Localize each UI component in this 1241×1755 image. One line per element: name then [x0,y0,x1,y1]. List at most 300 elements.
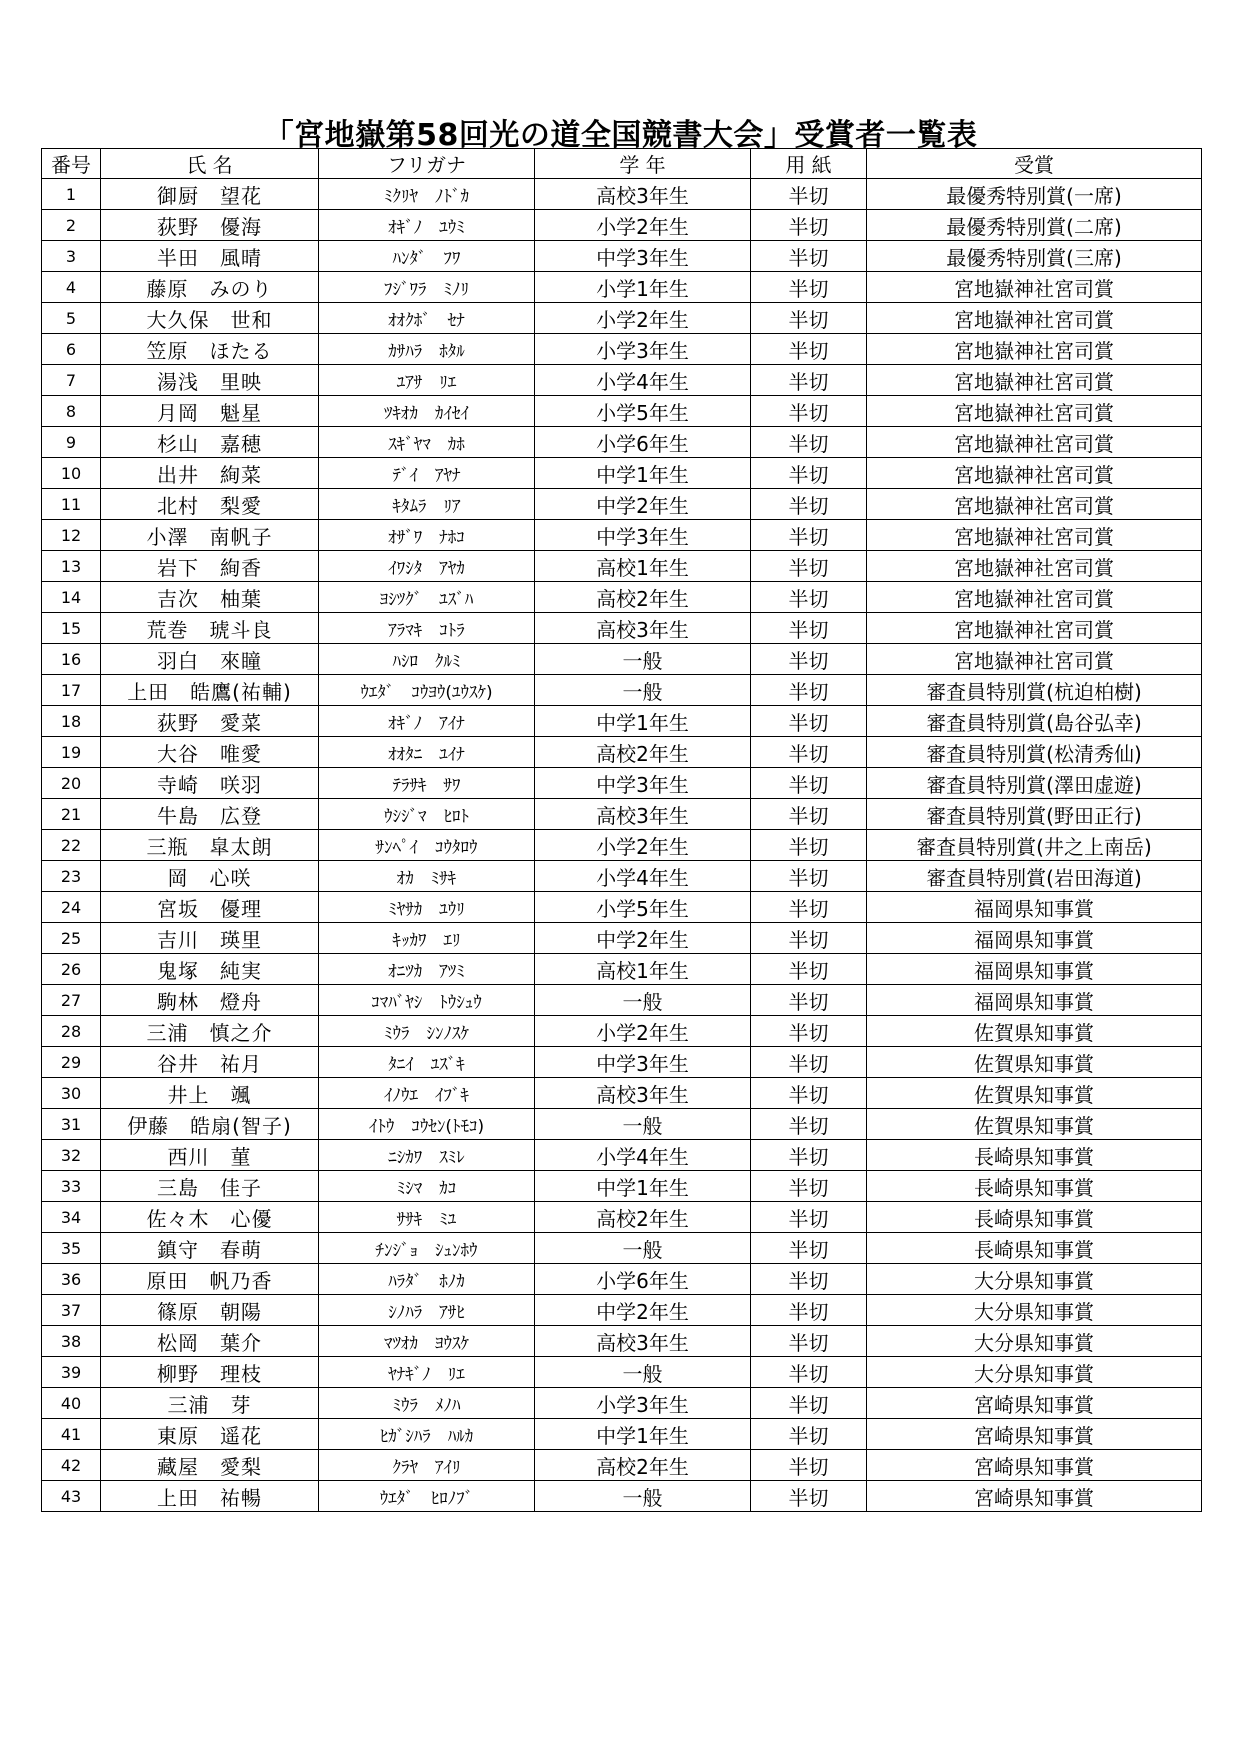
cell-grade: 小学2年生 [535,210,751,241]
cell-name: 東原 遥花 [101,1419,319,1450]
cell-number: 3 [42,241,101,272]
cell-award: 宮地嶽神社宮司賞 [867,303,1202,334]
cell-number: 32 [42,1140,101,1171]
cell-award: 宮地嶽神社宮司賞 [867,458,1202,489]
cell-award: 佐賀県知事賞 [867,1016,1202,1047]
cell-furigana: ﾀﾆｲ ﾕｽﾞｷ [319,1047,535,1078]
awardees-table [41,148,1202,1512]
table-row [42,1295,1202,1326]
cell-furigana: ｲﾉｳｴ ｲﾌﾞｷ [319,1078,535,1109]
cell-grade: 中学1年生 [535,1171,751,1202]
cell-number: 16 [42,644,101,675]
cell-award: 福岡県知事賞 [867,923,1202,954]
cell-furigana: ｵﾆﾂｶ ｱﾂﾐ [319,954,535,985]
cell-grade: 中学2年生 [535,923,751,954]
cell-number: 42 [42,1450,101,1481]
cell-paper: 半切 [751,551,867,582]
header-grade: 学 年 [535,149,751,179]
cell-name: 上田 祐暢 [101,1481,319,1512]
cell-award: 宮地嶽神社宮司賞 [867,520,1202,551]
cell-grade: 高校2年生 [535,1450,751,1481]
cell-grade: 小学2年生 [535,830,751,861]
table-row [42,768,1202,799]
cell-award: 審査員特別賞(野田正行) [867,799,1202,830]
cell-furigana: ｵｷﾞﾉ ｱｲﾅ [319,706,535,737]
cell-paper: 半切 [751,1326,867,1357]
cell-name: 鬼塚 純実 [101,954,319,985]
table-row [42,551,1202,582]
page-title: 「宮地嶽第58回光の道全国競書大会」受賞者一覧表 [263,118,978,153]
cell-paper: 半切 [751,1481,867,1512]
table-row [42,427,1202,458]
table-row [42,861,1202,892]
cell-furigana: ﾊﾝﾀﾞ ﾌﾜ [319,241,535,272]
cell-paper: 半切 [751,1388,867,1419]
cell-furigana: ﾔﾅｷﾞﾉ ﾘｴ [319,1357,535,1388]
cell-award: 宮地嶽神社宮司賞 [867,489,1202,520]
cell-furigana: ｲﾜｼﾀ ｱﾔｶ [319,551,535,582]
cell-furigana: ﾊｼﾛ ｸﾙﾐ [319,644,535,675]
cell-number: 40 [42,1388,101,1419]
cell-paper: 半切 [751,1295,867,1326]
cell-award: 審査員特別賞(島谷弘幸) [867,706,1202,737]
cell-furigana: ﾐｼﾏ ｶｺ [319,1171,535,1202]
cell-award: 福岡県知事賞 [867,892,1202,923]
table-row [42,1481,1202,1512]
cell-name: 藤原 みのり [101,272,319,303]
cell-number: 27 [42,985,101,1016]
cell-number: 29 [42,1047,101,1078]
cell-award: 宮崎県知事賞 [867,1481,1202,1512]
cell-award: 最優秀特別賞(二席) [867,210,1202,241]
table-row [42,1109,1202,1140]
table-row [42,1047,1202,1078]
table-row [42,706,1202,737]
cell-furigana: ﾁﾝｼﾞｮ ｼｭﾝﾎｳ [319,1233,535,1264]
cell-name: 伊藤 皓扇(智子) [101,1109,319,1140]
cell-furigana: ﾐﾔｻｶ ﾕｳﾘ [319,892,535,923]
cell-grade: 一般 [535,1233,751,1264]
cell-paper: 半切 [751,210,867,241]
cell-award: 宮地嶽神社宮司賞 [867,613,1202,644]
cell-furigana: ﾌｼﾞﾜﾗ ﾐﾉﾘ [319,272,535,303]
cell-award: 宮地嶽神社宮司賞 [867,427,1202,458]
cell-furigana: ｳｴﾀﾞ ﾋﾛﾉﾌﾞ [319,1481,535,1512]
cell-grade: 中学2年生 [535,489,751,520]
cell-award: 宮地嶽神社宮司賞 [867,396,1202,427]
cell-paper: 半切 [751,1264,867,1295]
table-row [42,954,1202,985]
cell-furigana: ｵｷﾞﾉ ﾕｳﾐ [319,210,535,241]
cell-grade: 高校2年生 [535,1202,751,1233]
cell-number: 26 [42,954,101,985]
cell-paper: 半切 [751,675,867,706]
cell-furigana: ﾏﾂｵｶ ﾖｳｽｹ [319,1326,535,1357]
cell-number: 22 [42,830,101,861]
cell-award: 宮地嶽神社宮司賞 [867,334,1202,365]
cell-name: 出井 絢菜 [101,458,319,489]
cell-award: 佐賀県知事賞 [867,1078,1202,1109]
cell-furigana: ﾕｱｻ ﾘｴ [319,365,535,396]
cell-grade: 一般 [535,675,751,706]
cell-name: 谷井 祐月 [101,1047,319,1078]
cell-furigana: ｳｴﾀﾞ ｺｳﾖｳ(ﾕｳｽｹ) [319,675,535,706]
cell-paper: 半切 [751,1357,867,1388]
cell-number: 17 [42,675,101,706]
cell-paper: 半切 [751,892,867,923]
cell-award: 大分県知事賞 [867,1264,1202,1295]
table-row [42,1357,1202,1388]
cell-name: 笠原 ほたる [101,334,319,365]
table-row [42,1078,1202,1109]
cell-furigana: ｶｻﾊﾗ ﾎﾀﾙ [319,334,535,365]
cell-paper: 半切 [751,1171,867,1202]
table-row [42,923,1202,954]
cell-award: 宮地嶽神社宮司賞 [867,365,1202,396]
table-row [42,489,1202,520]
cell-grade: 小学4年生 [535,1140,751,1171]
cell-name: 三浦 慎之介 [101,1016,319,1047]
cell-furigana: ｱﾗﾏｷ ｺﾄﾗ [319,613,535,644]
cell-grade: 高校1年生 [535,954,751,985]
cell-award: 最優秀特別賞(一席) [867,179,1202,210]
cell-name: 大谷 唯愛 [101,737,319,768]
cell-number: 35 [42,1233,101,1264]
cell-number: 8 [42,396,101,427]
cell-name: 岩下 絢香 [101,551,319,582]
table-row [42,1171,1202,1202]
cell-award: 長崎県知事賞 [867,1233,1202,1264]
cell-grade: 一般 [535,1109,751,1140]
cell-paper: 半切 [751,799,867,830]
cell-number: 13 [42,551,101,582]
cell-name: 佐々木 心優 [101,1202,319,1233]
cell-grade: 小学2年生 [535,303,751,334]
cell-name: 荻野 愛菜 [101,706,319,737]
table-row [42,1140,1202,1171]
cell-award: 宮崎県知事賞 [867,1419,1202,1450]
cell-furigana: ｺﾏﾊﾞﾔｼ ﾄｳｼｭｳ [319,985,535,1016]
cell-paper: 半切 [751,427,867,458]
table-row [42,1419,1202,1450]
cell-paper: 半切 [751,1450,867,1481]
cell-paper: 半切 [751,272,867,303]
cell-name: 北村 梨愛 [101,489,319,520]
cell-award: 佐賀県知事賞 [867,1109,1202,1140]
cell-number: 4 [42,272,101,303]
cell-number: 20 [42,768,101,799]
cell-number: 36 [42,1264,101,1295]
cell-number: 39 [42,1357,101,1388]
cell-number: 43 [42,1481,101,1512]
cell-number: 38 [42,1326,101,1357]
cell-paper: 半切 [751,396,867,427]
header-award: 受賞 [867,149,1202,179]
table-row [42,396,1202,427]
cell-paper: 半切 [751,985,867,1016]
table-row [42,520,1202,551]
cell-award: 佐賀県知事賞 [867,1047,1202,1078]
cell-name: 湯浅 里映 [101,365,319,396]
cell-name: 原田 帆乃香 [101,1264,319,1295]
table-row [42,675,1202,706]
cell-number: 24 [42,892,101,923]
cell-award: 大分県知事賞 [867,1295,1202,1326]
cell-paper: 半切 [751,1047,867,1078]
cell-name: 柳野 理枝 [101,1357,319,1388]
cell-furigana: ｻｻｷ ﾐﾕ [319,1202,535,1233]
cell-name: 大久保 世和 [101,303,319,334]
cell-grade: 小学4年生 [535,365,751,396]
cell-paper: 半切 [751,1202,867,1233]
cell-number: 7 [42,365,101,396]
cell-name: 三島 佳子 [101,1171,319,1202]
cell-paper: 半切 [751,334,867,365]
cell-paper: 半切 [751,706,867,737]
cell-name: 駒林 燈舟 [101,985,319,1016]
cell-number: 30 [42,1078,101,1109]
cell-furigana: ﾊﾗﾀﾞ ﾎﾉｶ [319,1264,535,1295]
cell-furigana: ﾋｶﾞｼﾊﾗ ﾊﾙｶ [319,1419,535,1450]
cell-furigana: ﾂｷｵｶ ｶｲｾｲ [319,396,535,427]
table-row [42,365,1202,396]
cell-award: 審査員特別賞(杭迫柏樹) [867,675,1202,706]
cell-award: 大分県知事賞 [867,1357,1202,1388]
cell-number: 12 [42,520,101,551]
cell-furigana: ｵｶ ﾐｻｷ [319,861,535,892]
cell-name: 寺崎 咲羽 [101,768,319,799]
cell-grade: 高校3年生 [535,179,751,210]
cell-name: 御厨 望花 [101,179,319,210]
cell-furigana: ｵｵｸﾎﾞ ｾﾅ [319,303,535,334]
cell-name: 小澤 南帆子 [101,520,319,551]
cell-grade: 小学1年生 [535,272,751,303]
cell-award: 審査員特別賞(井之上南岳) [867,830,1202,861]
cell-name: 井上 颯 [101,1078,319,1109]
cell-paper: 半切 [751,582,867,613]
header-name: 氏 名 [101,149,319,179]
cell-furigana: ﾐｳﾗ ﾒﾉﾊ [319,1388,535,1419]
table-row [42,830,1202,861]
cell-furigana: ﾖｼﾂｸﾞ ﾕｽﾞﾊ [319,582,535,613]
cell-award: 宮地嶽神社宮司賞 [867,644,1202,675]
cell-grade: 小学6年生 [535,427,751,458]
cell-grade: 高校2年生 [535,737,751,768]
cell-award: 福岡県知事賞 [867,985,1202,1016]
table-row [42,334,1202,365]
table-row [42,1264,1202,1295]
table-row [42,582,1202,613]
cell-grade: 一般 [535,644,751,675]
cell-grade: 小学3年生 [535,334,751,365]
cell-paper: 半切 [751,768,867,799]
table-row [42,210,1202,241]
cell-paper: 半切 [751,1078,867,1109]
cell-paper: 半切 [751,737,867,768]
cell-number: 5 [42,303,101,334]
cell-name: 上田 皓鷹(祐輔) [101,675,319,706]
table-row [42,1326,1202,1357]
cell-grade: 小学5年生 [535,396,751,427]
table-row [42,985,1202,1016]
cell-furigana: ｽｷﾞﾔﾏ ｶﾎ [319,427,535,458]
table-row [42,179,1202,210]
cell-name: 西川 菫 [101,1140,319,1171]
cell-paper: 半切 [751,489,867,520]
cell-name: 牛島 広登 [101,799,319,830]
table-row [42,458,1202,489]
cell-grade: 中学3年生 [535,768,751,799]
cell-award: 大分県知事賞 [867,1326,1202,1357]
cell-number: 19 [42,737,101,768]
table-row [42,272,1202,303]
cell-number: 31 [42,1109,101,1140]
cell-furigana: ｻﾝﾍﾟｲ ｺｳﾀﾛｳ [319,830,535,861]
cell-name: 鎮守 春萌 [101,1233,319,1264]
table-row [42,1233,1202,1264]
cell-award: 福岡県知事賞 [867,954,1202,985]
cell-paper: 半切 [751,1109,867,1140]
header-paper: 用 紙 [751,149,867,179]
cell-name: 半田 風晴 [101,241,319,272]
cell-name: 岡 心咲 [101,861,319,892]
cell-grade: 高校3年生 [535,1326,751,1357]
cell-number: 34 [42,1202,101,1233]
cell-award: 審査員特別賞(岩田海道) [867,861,1202,892]
cell-number: 15 [42,613,101,644]
cell-name: 吉川 瑛里 [101,923,319,954]
cell-award: 長崎県知事賞 [867,1202,1202,1233]
cell-award: 長崎県知事賞 [867,1140,1202,1171]
cell-paper: 半切 [751,241,867,272]
cell-award: 宮地嶽神社宮司賞 [867,582,1202,613]
cell-paper: 半切 [751,1419,867,1450]
cell-number: 6 [42,334,101,365]
cell-furigana: ｷﾀﾑﾗ ﾘｱ [319,489,535,520]
table-row [42,799,1202,830]
cell-grade: 小学6年生 [535,1264,751,1295]
cell-paper: 半切 [751,179,867,210]
cell-furigana: ﾐｸﾘﾔ ﾉﾄﾞｶ [319,179,535,210]
cell-paper: 半切 [751,458,867,489]
cell-award: 宮地嶽神社宮司賞 [867,551,1202,582]
table-row [42,737,1202,768]
cell-furigana: ｵｵﾀﾆ ﾕｲﾅ [319,737,535,768]
cell-grade: 中学3年生 [535,241,751,272]
cell-paper: 半切 [751,365,867,396]
cell-number: 28 [42,1016,101,1047]
cell-name: 藏屋 愛梨 [101,1450,319,1481]
cell-paper: 半切 [751,1233,867,1264]
cell-name: 月岡 魁星 [101,396,319,427]
cell-number: 25 [42,923,101,954]
cell-award: 長崎県知事賞 [867,1171,1202,1202]
cell-number: 18 [42,706,101,737]
cell-paper: 半切 [751,303,867,334]
cell-grade: 中学1年生 [535,458,751,489]
cell-grade: 高校3年生 [535,799,751,830]
cell-name: 羽白 來瞳 [101,644,319,675]
cell-furigana: ｷｯｶﾜ ｴﾘ [319,923,535,954]
cell-grade: 中学1年生 [535,706,751,737]
cell-paper: 半切 [751,1016,867,1047]
cell-furigana: ﾐｳﾗ ｼﾝﾉｽｹ [319,1016,535,1047]
cell-grade: 中学1年生 [535,1419,751,1450]
cell-number: 9 [42,427,101,458]
cell-grade: 高校3年生 [535,613,751,644]
cell-furigana: ﾃﾗｻｷ ｻﾜ [319,768,535,799]
cell-name: 荒巻 琥斗良 [101,613,319,644]
cell-furigana: ｵｻﾞﾜ ﾅﾎｺ [319,520,535,551]
cell-grade: 中学3年生 [535,520,751,551]
cell-furigana: ｳｼｼﾞﾏ ﾋﾛﾄ [319,799,535,830]
cell-grade: 中学2年生 [535,1295,751,1326]
cell-number: 21 [42,799,101,830]
cell-name: 荻野 優海 [101,210,319,241]
cell-paper: 半切 [751,861,867,892]
cell-grade: 小学3年生 [535,1388,751,1419]
table-row [42,892,1202,923]
cell-paper: 半切 [751,644,867,675]
cell-grade: 小学2年生 [535,1016,751,1047]
cell-paper: 半切 [751,830,867,861]
cell-number: 10 [42,458,101,489]
table-row [42,1202,1202,1233]
cell-name: 三浦 芽 [101,1388,319,1419]
cell-grade: 高校2年生 [535,582,751,613]
table-row [42,644,1202,675]
cell-name: 三瓶 皐太朗 [101,830,319,861]
cell-name: 松岡 葉介 [101,1326,319,1357]
table-row [42,1016,1202,1047]
cell-number: 1 [42,179,101,210]
cell-paper: 半切 [751,520,867,551]
cell-furigana: ﾆｼｶﾜ ｽﾐﾚ [319,1140,535,1171]
cell-paper: 半切 [751,1140,867,1171]
cell-name: 吉次 柚葉 [101,582,319,613]
cell-furigana: ﾃﾞｲ ｱﾔﾅ [319,458,535,489]
cell-paper: 半切 [751,954,867,985]
table-row [42,1450,1202,1481]
cell-name: 篠原 朝陽 [101,1295,319,1326]
table-row [42,241,1202,272]
cell-name: 宮坂 優理 [101,892,319,923]
cell-number: 37 [42,1295,101,1326]
cell-paper: 半切 [751,613,867,644]
cell-grade: 一般 [535,1481,751,1512]
cell-grade: 高校1年生 [535,551,751,582]
table-row [42,613,1202,644]
cell-paper: 半切 [751,923,867,954]
cell-name: 杉山 嘉穂 [101,427,319,458]
header-number: 番号 [42,149,101,179]
cell-furigana: ｸﾗﾔ ｱｲﾘ [319,1450,535,1481]
cell-grade: 一般 [535,985,751,1016]
cell-grade: 中学3年生 [535,1047,751,1078]
cell-award: 宮崎県知事賞 [867,1388,1202,1419]
cell-award: 最優秀特別賞(三席) [867,241,1202,272]
cell-number: 14 [42,582,101,613]
table-row [42,303,1202,334]
cell-number: 33 [42,1171,101,1202]
cell-award: 審査員特別賞(澤田虚遊) [867,768,1202,799]
cell-grade: 小学4年生 [535,861,751,892]
table-row [42,1388,1202,1419]
cell-number: 2 [42,210,101,241]
cell-number: 41 [42,1419,101,1450]
cell-number: 11 [42,489,101,520]
cell-award: 宮崎県知事賞 [867,1450,1202,1481]
